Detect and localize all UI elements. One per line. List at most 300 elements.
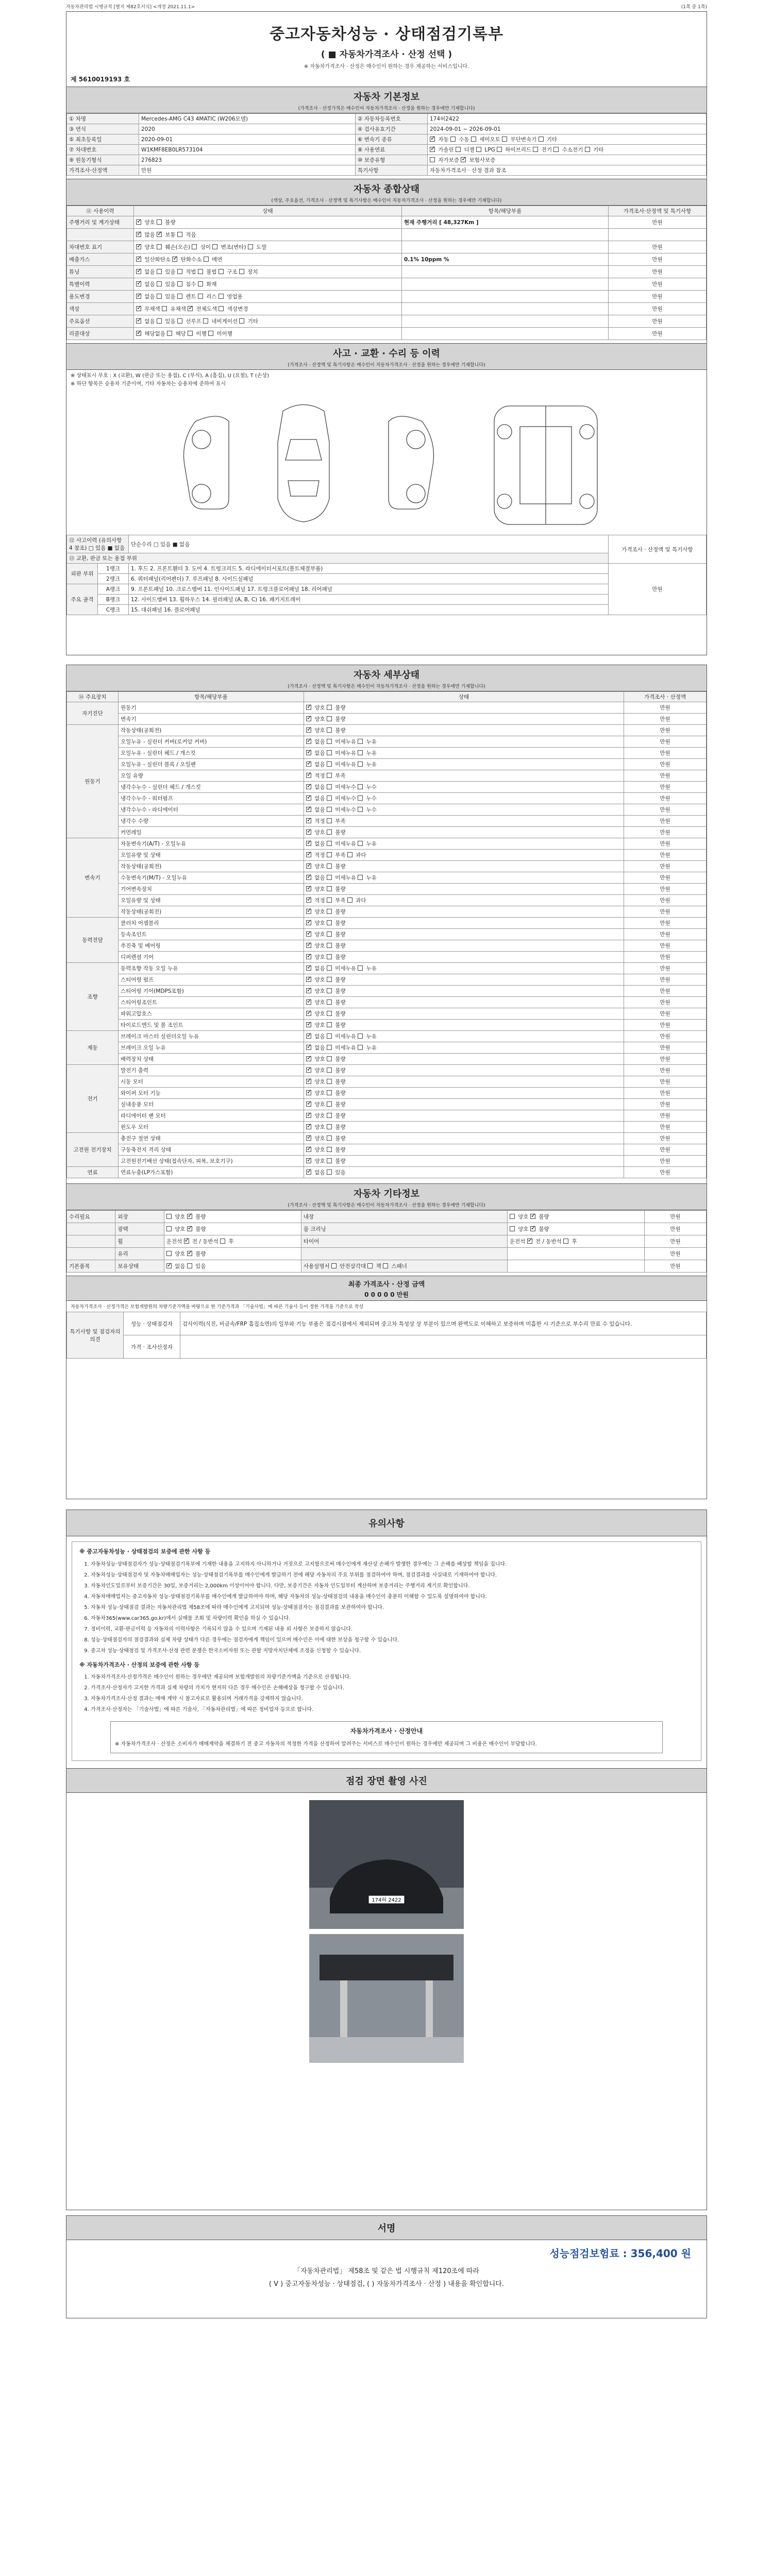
notice-item: 1. 자동차성능·상태점검자가 성능·상태점검기록부에 기재한 내용을 고지하지 아니하거나 거짓으로 고지함으로써 매수인에게 재산상 손해가 발생한 경우에는 그 손해를 배상할 책임을 집니다. — [91, 1560, 694, 1569]
basic-value: 2020 — [139, 124, 356, 134]
checkbox-empty — [327, 1067, 332, 1073]
checkbox-empty — [327, 920, 332, 925]
detail-item: 추진축 및 베어링 — [119, 940, 304, 952]
summary-state: ✓ 없음 있음 선루프 네비게이션 기타 — [134, 315, 402, 328]
checkbox-checked — [187, 1226, 192, 1231]
checkbox-empty — [327, 897, 332, 903]
checkbox-empty — [327, 773, 332, 778]
etc-cell: 수리필요 — [67, 1211, 115, 1223]
detail-item: 발전기 출력 — [119, 1065, 304, 1076]
etc-cell — [507, 1248, 644, 1260]
accident-note: (가격조사 · 산정액 및 특기사항은 매수인이 자동차가격조사 · 산정을 원하는 경우에만 기재합니다) — [288, 363, 485, 368]
result-header — [66, 1276, 707, 1301]
basic-label: ⑤ 최초등록일 — [67, 134, 139, 145]
checkbox-empty — [358, 875, 363, 880]
checkbox-checked — [188, 306, 193, 311]
front-photo-svg — [309, 1800, 464, 1929]
car-frame-wheel-fr — [580, 425, 594, 439]
detail-state: ✓ 양호 불량 — [304, 1088, 624, 1099]
detail-item: 클러치 어셈블리 — [119, 918, 304, 929]
summary-detail — [402, 315, 609, 328]
basic-row — [67, 114, 707, 124]
checkbox-empty — [450, 137, 456, 142]
detail-row — [67, 884, 707, 895]
etc-cell: 광택 — [115, 1223, 164, 1235]
checkbox-checked — [306, 1056, 311, 1061]
checkbox-checked — [306, 1158, 311, 1163]
summary-row — [67, 216, 707, 229]
checkbox-empty — [563, 1239, 568, 1244]
accident-history: ⑫ 사고이력 (유의사항 4 참조) □ 있음 ■ 없음 — [67, 535, 129, 553]
summary-item: 리콜대상 — [67, 328, 134, 340]
detail-price: 만원 — [624, 793, 707, 804]
basic-value: W1KMF8EB0LR573104 — [139, 145, 356, 155]
rank-b-label: B랭크 — [98, 595, 129, 605]
underside-photo-svg — [309, 1934, 464, 2063]
detail-state: ✓ 양호 불량 — [304, 1076, 624, 1088]
detail-state: ✓ 양호 불량 — [304, 974, 624, 986]
checkbox-checked — [306, 1079, 311, 1084]
etc-cell: 기본품목 — [67, 1260, 115, 1273]
detail-price: 만원 — [624, 986, 707, 997]
checkbox-empty — [358, 965, 363, 971]
checkbox-empty — [430, 157, 435, 162]
detail-state: ✓ 양호 불량 — [304, 918, 624, 929]
checkbox-empty — [166, 1251, 172, 1256]
detail-group: 동력전달 — [67, 918, 119, 963]
etc-cell: 양호 ✓ 불량 — [164, 1248, 301, 1260]
etc-cell: 운전석 ✓ 전 / 동반석 후 — [164, 1235, 301, 1248]
detail-price: 만원 — [624, 1099, 707, 1110]
checkbox-empty — [177, 294, 182, 299]
summary-state: ✓ 양호 훼손(오손) 상이 변조(변타) 도말 — [134, 241, 402, 253]
summary-item: 주요옵션 — [67, 315, 134, 328]
checkbox-empty — [358, 739, 363, 744]
detail-row — [67, 793, 707, 804]
checkbox-empty — [327, 1045, 332, 1050]
detail-group: 원동기 — [67, 725, 119, 838]
checkbox-checked — [306, 1045, 311, 1050]
checkbox-checked — [306, 1101, 311, 1107]
notice-title: 유의사항 — [368, 1518, 405, 1529]
accident-price: 만원 — [609, 564, 707, 615]
checkbox-checked — [184, 1239, 189, 1244]
summary-head: 상태 — [134, 206, 402, 216]
checkbox-checked — [461, 157, 466, 162]
summary-item: 특별이력 — [67, 278, 134, 291]
detail-item: 냉각수 수량 — [119, 816, 304, 827]
detail-state: ✓ 양호 불량 — [304, 1054, 624, 1065]
summary-head-row — [67, 206, 707, 216]
detail-item: 커먼레일 — [119, 827, 304, 838]
detail-item: 브레이크 마스터 실린더오일 누유 — [119, 1031, 304, 1042]
etc-cell: 외장 — [115, 1211, 164, 1223]
notice-item: 8. 성능·상태점검자의 점검결과와 실제 차량 상태가 다른 경우에는 점검자에게 책임이 있으며 매수인은 이에 대한 보상을 청구할 수 있습니다. — [91, 1636, 694, 1645]
accident-price-note: 가격조사 · 산정액 및 특기사항 — [609, 535, 707, 564]
checkbox-checked — [172, 257, 177, 262]
summary-row — [67, 328, 707, 340]
detail-row — [67, 759, 707, 770]
checkbox-empty — [248, 244, 253, 249]
checkbox-empty — [539, 137, 544, 142]
checkbox-empty — [177, 232, 182, 237]
detail-state: ✓ 양호 불량 — [304, 997, 624, 1008]
detail-state: ✓ 양호 불량 — [304, 714, 624, 725]
detail-row — [67, 827, 707, 838]
checkbox-checked — [136, 232, 141, 237]
price-guide-title: 자동차가격조사 · 산정안내 — [350, 1727, 423, 1735]
detail-price: 만원 — [624, 1076, 707, 1088]
checkbox-empty — [188, 331, 193, 336]
checkbox-empty — [358, 761, 363, 767]
checkbox-checked — [306, 705, 311, 710]
detail-item: 원동기 — [119, 702, 304, 714]
checkbox-empty — [157, 219, 162, 225]
checkbox-empty — [456, 147, 461, 152]
price-guide-text: ※ 자동차가격조사 · 산정은 소비자가 매매계약을 체결하기 전 중고 자동차의 적정한 가격을 산정하여 알려주는 서비스로 매수인이 원하는 경우에만 제공되며 그 비용은 매수인이 부담합니다. — [115, 1741, 537, 1747]
detail-item: 작동상태(공회전) — [119, 906, 304, 918]
checkbox-empty — [327, 1056, 332, 1061]
accident-table — [66, 535, 707, 615]
checkbox-checked — [306, 886, 311, 891]
detail-price: 만원 — [624, 827, 707, 838]
rank-1-items: 1. 후드 2. 프론트휀더 3. 도어 4. 트렁크리드 5. 라디에이터서포트(볼트체결부품) — [129, 564, 609, 574]
summary-note: (색상, 주요옵션, 가격조사 · 산정액 및 특기사항은 매수인이 자동차가격조사 · 산정을 원하는 경우에만 기재합니다) — [271, 198, 502, 204]
detail-head: 상태 — [304, 692, 624, 702]
rank-2-label: 2랭크 — [98, 574, 129, 584]
checkbox-empty — [327, 1022, 332, 1027]
document-subtitle-note: ※ 자동차가격조사 · 산정은 매수인이 원하는 경우 제공하는 서비스입니다. — [304, 64, 469, 70]
etc-row — [67, 1260, 707, 1273]
detail-state: ✓ 적정 부족 과다 — [304, 895, 624, 906]
notice-item: 3. 자동차가격조사·산정 결과는 매매 계약 시 참고자료로 활용되며 거래가격을 강제하지 않습니다. — [91, 1694, 694, 1703]
checkbox-empty — [358, 1033, 363, 1039]
checkbox-checked — [306, 1067, 311, 1073]
checkbox-empty — [198, 294, 203, 299]
checkbox-empty — [358, 841, 363, 846]
detail-state: ✓ 양호 불량 — [304, 884, 624, 895]
checkbox-empty — [327, 1101, 332, 1107]
detail-state: ✓ 없음 미세누수 누수 — [304, 793, 624, 804]
basic-row — [67, 145, 707, 155]
etc-cell: 양호 ✓ 불량 — [164, 1223, 301, 1235]
page-4 — [66, 2215, 707, 2318]
checkbox-empty — [157, 269, 162, 274]
summary-item: 배출가스 — [67, 253, 134, 266]
etc-row — [67, 1235, 707, 1248]
detail-state: ✓ 양호 불량 — [304, 940, 624, 952]
detail-state: ✓ 적정 부족 — [304, 816, 624, 827]
checkbox-empty — [212, 244, 217, 249]
detail-head: 가격조사 · 산정액 — [624, 692, 707, 702]
checkbox-checked — [306, 943, 311, 948]
summary-price: 만원 — [609, 315, 707, 328]
detail-row — [67, 1031, 707, 1042]
summary-price — [609, 229, 707, 241]
detail-price: 만원 — [624, 782, 707, 793]
detail-item: 충전구 절연 상태 — [119, 1133, 304, 1144]
car-left-rear-wheel — [192, 484, 211, 503]
summary-row — [67, 229, 707, 241]
detail-price: 만원 — [624, 1008, 707, 1020]
detail-item: 실내송풍 모터 — [119, 1099, 304, 1110]
detail-item: 냉각수누수 - 워터펌프 — [119, 793, 304, 804]
summary-detail — [402, 291, 609, 303]
detail-price: 만원 — [624, 952, 707, 963]
checkbox-empty — [327, 784, 332, 789]
basic-value: 2024-09-01 ~ 2026-09-01 — [428, 124, 707, 134]
etc-cell: 양호 ✓ 불량 — [507, 1223, 644, 1235]
detail-row — [67, 929, 707, 940]
rank-a-items: 9. 프론트패널 10. 크로스멤버 11. 인사이드패널 17. 트렁크플로어패널 18. 리어패널 — [129, 584, 609, 595]
checkbox-empty — [327, 727, 332, 733]
detail-price: 만원 — [624, 1167, 707, 1178]
checkbox-empty — [219, 306, 224, 311]
basic-label: ⑥ 변속기 종류 — [356, 134, 428, 145]
front-photo — [309, 1800, 464, 1929]
checkbox-checked — [187, 1251, 192, 1256]
underside-photo — [309, 1934, 464, 2063]
checkbox-empty — [327, 1113, 332, 1118]
detail-item: 작동상태(공회전) — [119, 725, 304, 736]
car-left-side-outline — [184, 416, 229, 509]
car-diagram — [66, 391, 707, 535]
checkbox-empty — [327, 841, 332, 846]
special-text-inspector: 검사이력(식진, 비금속/FRP 흡집소면)의 일부와 기능 부품은 점검시점에서 제외되며 중고차 특성상 상 부분이 있으며 완벽도로 이해하고 보증하며 미흡한 시 기준으로 부수리 만료 수 있습니다. — [180, 1312, 707, 1335]
detail-price: 만원 — [624, 1133, 707, 1144]
etc-row — [67, 1248, 707, 1260]
detail-item: 스티어링 기어(MDPS포함) — [119, 986, 304, 997]
summary-price: 만원 — [609, 241, 707, 253]
checkbox-checked — [306, 1170, 311, 1175]
summary-price: 만원 — [609, 291, 707, 303]
detail-row — [67, 1076, 707, 1088]
checkbox-checked — [306, 999, 311, 1005]
basic-value: 276823 — [139, 155, 356, 165]
checkbox-checked — [306, 875, 311, 880]
etc-cell — [507, 1260, 644, 1273]
detail-row — [67, 782, 707, 793]
detail-price: 만원 — [624, 714, 707, 725]
summary-item: 색상 — [67, 303, 134, 315]
detail-price: 만원 — [624, 1065, 707, 1076]
detail-item: 윈도우 모터 — [119, 1122, 304, 1133]
car-frame-wheel-fl — [497, 425, 512, 439]
checkbox-empty — [327, 807, 332, 812]
detail-item: 변속기 — [119, 714, 304, 725]
car-right-front-wheel — [407, 430, 425, 449]
summary-state: ✓ 무채색 유채색 ✓ 전체도색 색상변경 — [134, 303, 402, 315]
checkbox-empty — [358, 795, 363, 801]
notice-item: 3. 자동차인도일로부터 보증기간은 30일, 보증거리는 2,000km 이상이어야 합니다. 다만, 보증기간은 자동차 인도일부터 계산하며 보증거리는 주행거리 계기로 확인합니다. — [91, 1582, 694, 1590]
car-left-front-wheel — [192, 430, 211, 449]
checkbox-empty — [358, 750, 363, 755]
detail-price: 만원 — [624, 1122, 707, 1133]
car-right-rear-wheel — [407, 484, 425, 503]
detail-price: 만원 — [624, 816, 707, 827]
detail-price: 만원 — [624, 1144, 707, 1156]
detail-state: ✓ 없음 있음 — [304, 1167, 624, 1178]
page-1 — [66, 11, 707, 655]
detail-state: ✓ 양호 불량 — [304, 1099, 624, 1110]
basic-label: ② 자동차등록번호 — [356, 114, 428, 124]
checkbox-empty — [198, 281, 203, 286]
car-top-windshield — [285, 439, 322, 460]
detail-state: ✓ 없음 미세누유 누유 — [304, 748, 624, 759]
detail-row — [67, 997, 707, 1008]
document-title: 중고자동차성능 · 상태점검기록부 — [269, 25, 504, 43]
detail-row — [67, 804, 707, 816]
summary-detail: 현재 주행거리 [ 48,327Km ] — [402, 216, 609, 229]
checkbox-checked — [306, 1033, 311, 1039]
checkbox-checked — [306, 773, 311, 778]
checkbox-empty — [157, 294, 162, 299]
signature-title: 서명 — [377, 2223, 396, 2234]
detail-row — [67, 736, 707, 748]
checkbox-empty — [177, 318, 182, 324]
basic-row — [67, 155, 707, 165]
summary-state: ✓ 많음 ✓ 보통 적음 — [134, 229, 402, 241]
signature-header — [66, 2216, 707, 2240]
checkbox-empty — [327, 1158, 332, 1163]
checkbox-empty — [327, 909, 332, 914]
detail-price: 만원 — [624, 1156, 707, 1167]
checkbox-empty — [327, 954, 332, 959]
photo-title: 점검 장면 촬영 사진 — [346, 1775, 427, 1787]
car-diagram-svg — [66, 391, 707, 535]
car-frame-wheel-rr — [580, 494, 594, 509]
detail-row — [67, 952, 707, 963]
checkbox-empty — [327, 977, 332, 982]
etc-cell — [67, 1223, 115, 1235]
summary-head: 가격조사·산정액 및 특기사항 — [609, 206, 707, 216]
checkbox-empty — [166, 1226, 172, 1231]
summary-detail — [402, 278, 609, 291]
etc-cell: 양호 ✓ 불량 — [507, 1211, 644, 1223]
summary-price: 만원 — [609, 266, 707, 278]
etc-row — [67, 1223, 707, 1235]
checkbox-checked — [306, 739, 311, 744]
detail-state: ✓ 양호 불량 — [304, 861, 624, 872]
detail-item: 등속조인트 — [119, 929, 304, 940]
checkbox-empty — [327, 988, 332, 993]
etc-cell: 양호 ✓ 불량 — [164, 1211, 301, 1223]
detail-price: 만원 — [624, 1088, 707, 1099]
basic-label: ① 차명 — [67, 114, 139, 124]
summary-price: 만원 — [609, 216, 707, 229]
checkbox-empty — [471, 137, 476, 142]
checkbox-empty — [347, 852, 352, 857]
detail-state: ✓ 양호 불량 — [304, 906, 624, 918]
summary-row — [67, 291, 707, 303]
detail-group: 전기 — [67, 1065, 119, 1133]
etc-table — [66, 1210, 707, 1273]
basic-label: 가격조사·산정액 — [67, 165, 139, 176]
accident-legend: ※ 상태표시 부호 : X (교환), W (판금 또는 용접), C (부식), A (흠집), U (요철), T (손상) — [71, 373, 270, 379]
checkbox-empty — [203, 318, 208, 324]
detail-head-row — [67, 692, 707, 702]
detail-item: 와이퍼 모터 기능 — [119, 1088, 304, 1099]
checkbox-checked — [306, 1147, 311, 1152]
detail-row — [67, 1020, 707, 1031]
detail-price: 만원 — [624, 906, 707, 918]
detail-row — [67, 872, 707, 884]
checkbox-empty — [166, 1214, 172, 1219]
etc-cell: 타이어 — [301, 1235, 507, 1248]
checkbox-empty — [553, 147, 559, 152]
notice-item: 4. 가격조사·산정자는 「기술사법」에 따른 기술사, 「자동차관리법」에 따른 정비업자 등으로 합니다. — [91, 1705, 694, 1714]
checkbox-checked — [306, 750, 311, 755]
checkbox-checked — [166, 1263, 172, 1268]
checkbox-empty — [497, 147, 502, 152]
etc-cell: 내장 — [301, 1211, 507, 1223]
etc-row — [67, 1211, 707, 1223]
summary-title: 자동차 종합상태 — [354, 184, 419, 195]
checkbox-empty — [208, 331, 213, 336]
detail-row — [67, 1099, 707, 1110]
car-right-side-outline — [389, 416, 434, 509]
detail-group: 변속기 — [67, 838, 119, 918]
checkbox-empty — [327, 829, 332, 835]
checkbox-checked — [136, 331, 141, 336]
basic-row — [67, 165, 707, 176]
checkbox-empty — [167, 331, 172, 336]
checkbox-checked — [306, 909, 311, 914]
outer-panel-label: 외판 부위 — [67, 564, 98, 584]
checkbox-empty — [157, 281, 162, 286]
detail-item: 파워고압호스 — [119, 1008, 304, 1020]
checkbox-empty — [358, 784, 363, 789]
checkbox-checked — [306, 716, 311, 721]
detail-price: 만원 — [624, 725, 707, 736]
signature-line-2: ( V ) 중고자동차성능 · 상태점검, ( ) 자동차가격조사 · 산정 ) 내용을 확인합니다. — [268, 2280, 505, 2288]
main-frame-label: 주요 골격 — [67, 584, 98, 615]
notice-item: 7. 정비이력, 교환·판금이력 등 자동차의 이력사항은 기록되지 않을 수 있으며 기재된 내용 외 사항은 보증하지 않습니다. — [91, 1625, 694, 1634]
checkbox-empty — [219, 294, 224, 299]
special-sub-inspector: 성능 · 상태점검자 — [124, 1312, 180, 1335]
checkbox-checked — [530, 1214, 535, 1219]
basic-value: 2020-09-01 — [139, 134, 356, 145]
detail-row — [67, 895, 707, 906]
etc-cell — [301, 1248, 507, 1260]
basic-value: 만원 — [139, 165, 356, 176]
checkbox-empty — [327, 716, 332, 721]
detail-item: 스티어링 펌프 — [119, 974, 304, 986]
basic-label: ③ 연식 — [67, 124, 139, 134]
detail-row — [67, 1122, 707, 1133]
summary-price: 만원 — [609, 328, 707, 340]
special-table — [66, 1312, 707, 1359]
checkbox-empty — [177, 281, 182, 286]
checkbox-checked — [306, 807, 311, 812]
checkbox-empty — [157, 318, 162, 324]
detail-row — [67, 816, 707, 827]
checkbox-checked — [306, 863, 311, 869]
checkbox-checked — [306, 841, 311, 846]
result-note: 자동차가격조사 · 산정가격은 보험개발원의 차량기준가액을 바탕으로 한 기준가격과 「기술사법」에 따른 기술사 등이 정한 가격을 기준으로 작성 — [71, 1304, 364, 1310]
detail-row — [67, 850, 707, 861]
checkbox-empty — [331, 1263, 337, 1268]
checkbox-checked — [306, 931, 311, 937]
checkbox-checked — [306, 1136, 311, 1141]
checkbox-checked — [306, 727, 311, 733]
checkbox-empty — [476, 147, 481, 152]
detail-item: 구동축전지 격리 상태 — [119, 1144, 304, 1156]
detail-item: 기어변속장치 — [119, 884, 304, 895]
detail-item: 스티어링조인트 — [119, 997, 304, 1008]
checkbox-checked — [306, 965, 311, 971]
accident-legend-2: ※ 하단 항목은 승용차 기준이며, 기타 자동차는 승용차에 준하여 표시 — [71, 381, 226, 387]
